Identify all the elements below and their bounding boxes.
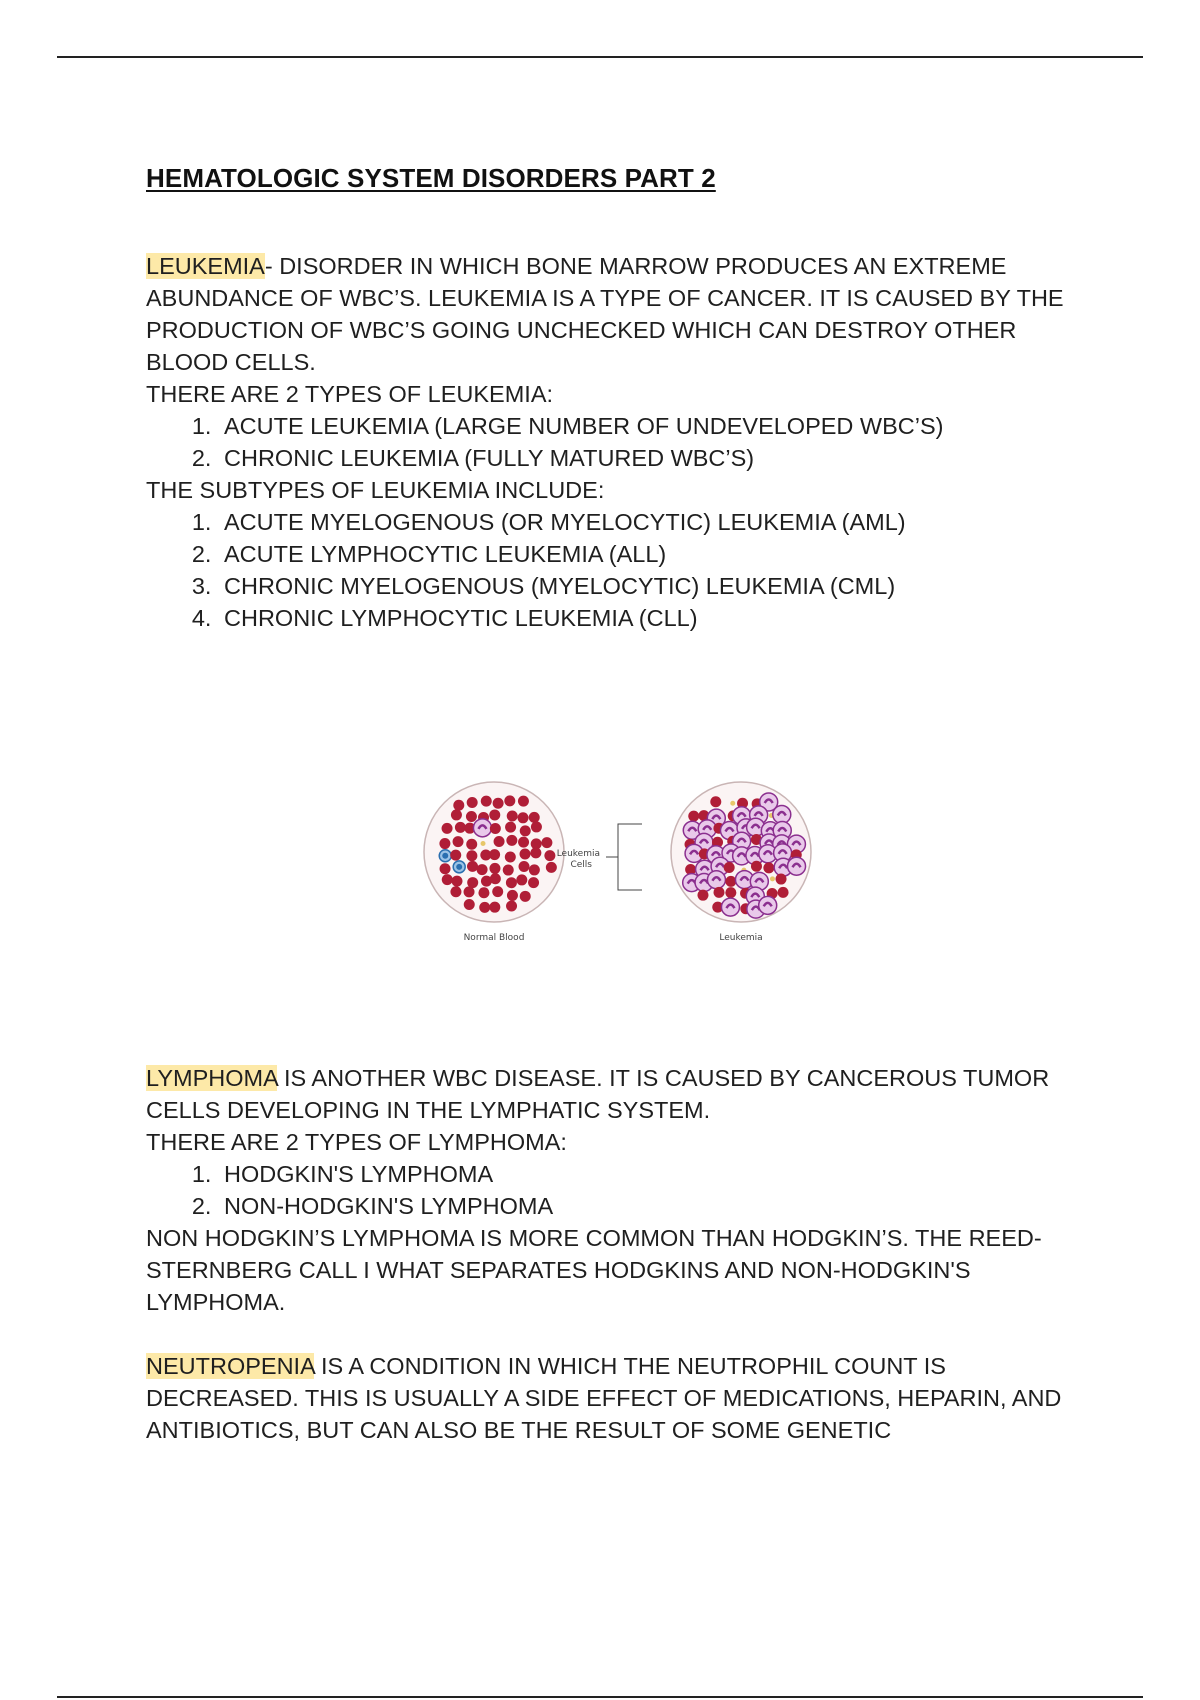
red-blood-cell — [505, 851, 516, 862]
page-title: HEMATOLOGIC SYSTEM DISORDERS PART 2 — [146, 163, 716, 194]
neutropenia-section — [146, 1350, 1096, 1446]
lymphoma-term: LYMPHOMA — [146, 1065, 278, 1091]
red-blood-cell — [776, 874, 787, 885]
lymphoma-definition — [146, 1062, 1096, 1126]
red-blood-cell — [439, 838, 450, 849]
lymphoma-types-list — [146, 1158, 1096, 1222]
red-blood-cell — [489, 863, 500, 874]
lymphocyte-nucleus — [456, 864, 462, 870]
red-blood-cell — [455, 822, 466, 833]
platelet — [730, 801, 735, 806]
red-blood-cell — [710, 796, 721, 807]
red-blood-cell — [520, 849, 531, 860]
red-blood-cell — [697, 890, 708, 901]
red-blood-cell — [478, 887, 489, 898]
leukemia-section — [146, 250, 1096, 634]
red-blood-cell — [507, 811, 518, 822]
leukemia-blood-figure — [418, 772, 818, 947]
top-rule — [57, 56, 1143, 58]
red-blood-cell — [450, 886, 461, 897]
red-blood-cell — [494, 836, 505, 847]
neutropenia-term: NEUTROPENIA — [146, 1353, 315, 1379]
red-blood-cell — [451, 809, 462, 820]
red-blood-cell — [725, 887, 736, 898]
red-blood-cell — [481, 796, 492, 807]
platelet — [481, 841, 486, 846]
red-blood-cell — [467, 797, 478, 808]
red-blood-cell — [751, 861, 762, 872]
white-blood-cell — [721, 898, 739, 916]
red-blood-cell — [506, 900, 517, 911]
leukemia-subtypes-list — [146, 506, 1096, 634]
leukemia-types-intro: THERE ARE 2 TYPES OF LEUKEMIA: — [146, 381, 554, 407]
list-item: 3. CHRONIC MYELOGENOUS (MYELOCYTIC) LEUKEMIA (CML) — [218, 570, 1096, 602]
red-blood-cell — [520, 825, 531, 836]
red-blood-cell — [519, 861, 530, 872]
red-blood-cell — [530, 847, 541, 858]
white-blood-cell — [473, 819, 491, 837]
leukemia-blood-circle — [671, 782, 811, 922]
platelet — [770, 876, 775, 881]
red-blood-cell — [442, 874, 453, 885]
red-blood-cell — [466, 850, 477, 861]
lymphoma-definition-text: IS ANOTHER WBC DISEASE. IT IS CAUSED BY CANCEROUS TUMOR CELLS DEVELOPING IN THE LYMPHATIC SYSTEM. — [146, 1065, 1050, 1123]
red-blood-cell — [541, 837, 552, 848]
red-blood-cell — [453, 836, 464, 847]
red-blood-cell — [713, 887, 724, 898]
leukemia-subtypes-intro: THE SUBTYPES OF LEUKEMIA INCLUDE: — [146, 477, 605, 503]
red-blood-cell — [507, 890, 518, 901]
leukemia-label: Leukemia — [719, 933, 763, 943]
lymphoma-note: NON HODGKIN’S LYMPHOMA IS MORE COMMON THAN HODGKIN’S. THE REED-STERNBERG CALL I WHAT SEPARATES HODGKINS AND NON-HODGKIN'S LYMPHOMA. — [146, 1225, 1042, 1315]
leukemia-types-list — [146, 410, 1096, 474]
lymphocyte-nucleus — [442, 853, 448, 859]
red-blood-cell — [450, 850, 461, 861]
red-blood-cell — [725, 876, 736, 887]
leukemia-cells-callout — [557, 824, 642, 890]
red-blood-cell — [506, 835, 517, 846]
red-blood-cell — [464, 899, 475, 910]
red-blood-cell — [493, 798, 504, 809]
red-blood-cell — [518, 796, 529, 807]
red-blood-cell — [520, 891, 531, 902]
red-blood-cell — [546, 862, 557, 873]
red-blood-cell — [518, 812, 529, 823]
red-blood-cell — [440, 863, 451, 874]
red-blood-cell — [466, 811, 477, 822]
red-blood-cell — [453, 800, 464, 811]
red-blood-cell — [531, 821, 542, 832]
list-item: 4. CHRONIC LYMPHOCYTIC LEUKEMIA (CLL) — [218, 602, 1096, 634]
red-blood-cell — [490, 873, 501, 884]
red-blood-cell — [492, 886, 503, 897]
red-blood-cell — [544, 850, 555, 861]
list-item: 2. ACUTE LYMPHOCYTIC LEUKEMIA (ALL) — [218, 538, 1096, 570]
bottom-rule — [57, 1696, 1143, 1698]
red-blood-cell — [442, 823, 453, 834]
normal-blood-circle — [424, 782, 564, 922]
callout-label-line1: Leukemia — [556, 849, 600, 859]
red-blood-cell — [505, 822, 516, 833]
list-item: 1. HODGKIN'S LYMPHOMA — [218, 1158, 1096, 1190]
list-item: 2. CHRONIC LEUKEMIA (FULLY MATURED WBC’S) — [218, 442, 1096, 474]
red-blood-cell — [529, 864, 540, 875]
red-blood-cell — [516, 874, 527, 885]
red-blood-cell — [490, 823, 501, 834]
neutropenia-definition-text: IS A CONDITION IN WHICH THE NEUTROPHIL COUNT IS DECREASED. THIS IS USUALLY A SIDE EFFECT OF MEDICATIONS, HEPARIN, AND ANTIBIOTICS, BUT CAN ALSO BE THE RESULT OF SOME GENETIC — [146, 1353, 1062, 1443]
list-item: 2. NON-HODGKIN'S LYMPHOMA — [218, 1190, 1096, 1222]
normal-blood-label: Normal Blood — [463, 933, 525, 943]
neutropenia-definition — [146, 1350, 1096, 1446]
red-blood-cell — [504, 795, 515, 806]
list-item: 1. ACUTE LEUKEMIA (LARGE NUMBER OF UNDEVELOPED WBC’S) — [218, 410, 1096, 442]
red-blood-cell — [451, 876, 462, 887]
red-blood-cell — [489, 902, 500, 913]
red-blood-cell — [503, 865, 514, 876]
red-blood-cell — [467, 861, 478, 872]
red-blood-cell — [763, 862, 774, 873]
leukemia-term: LEUKEMIA — [146, 253, 265, 279]
red-blood-cell — [489, 809, 500, 820]
lymphoma-types-intro: THERE ARE 2 TYPES OF LYMPHOMA: — [146, 1129, 567, 1155]
red-blood-cell — [489, 849, 500, 860]
red-blood-cell — [477, 864, 488, 875]
red-blood-cell — [506, 877, 517, 888]
red-blood-cell — [724, 862, 735, 873]
callout-label-line2: Cells — [570, 860, 592, 870]
white-blood-cell — [788, 857, 806, 875]
red-blood-cell — [464, 886, 475, 897]
lymphoma-section — [146, 1062, 1096, 1318]
white-blood-cell — [759, 896, 777, 914]
leukemia-definition — [146, 250, 1096, 378]
leukemia-definition-text: - DISORDER IN WHICH BONE MARROW PRODUCES AN EXTREME ABUNDANCE OF WBC’S. LEUKEMIA IS A TYPE OF CANCER. IT IS CAUSED BY THE PRODUCTION OF WBC’S GOING UNCHECKED WHICH CAN DESTROY OTHER BLOOD CELLS. — [146, 253, 1064, 375]
red-blood-cell — [688, 811, 699, 822]
red-blood-cell — [528, 877, 539, 888]
red-blood-cell — [479, 902, 490, 913]
red-blood-cell — [466, 839, 477, 850]
red-blood-cell — [529, 812, 540, 823]
red-blood-cell — [778, 887, 789, 898]
list-item: 1. ACUTE MYELOGENOUS (OR MYELOCYTIC) LEUKEMIA (AML) — [218, 506, 1096, 538]
red-blood-cell — [518, 837, 529, 848]
white-blood-cell — [707, 871, 725, 889]
